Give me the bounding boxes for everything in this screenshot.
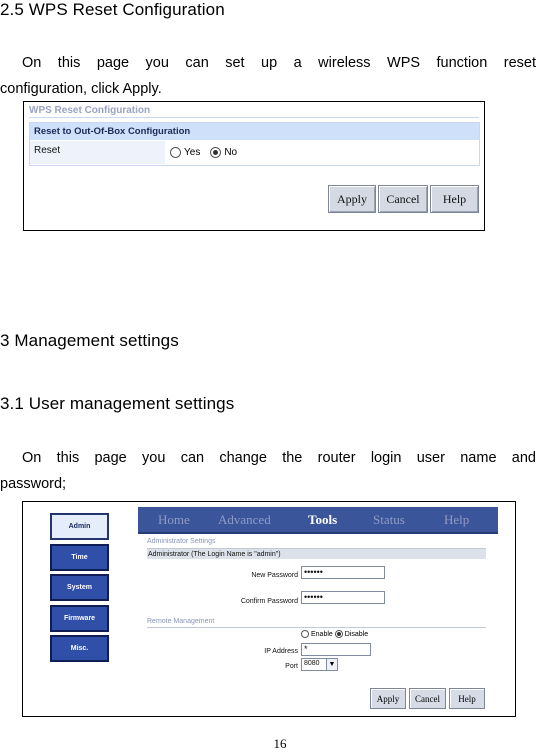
admin-settings-title: Administrator Settings	[147, 538, 216, 545]
admin-screenshot-frame	[22, 501, 516, 717]
wps-table	[29, 122, 480, 166]
admin-help-button[interactable]: Help	[449, 688, 485, 709]
remote-enable-radio[interactable]	[301, 630, 309, 638]
admin-bar: Administrator (The Login Name is "admin")	[147, 548, 486, 559]
remote-radio-group	[301, 630, 368, 638]
new-password-input[interactable]: ••••••	[301, 566, 385, 579]
ip-address-label: IP Address	[264, 648, 298, 655]
page-number: 16	[273, 736, 287, 751]
paragraph-3-1-line2: password;	[0, 476, 67, 492]
chevron-down-icon[interactable]: ▼	[326, 658, 338, 671]
nav-help[interactable]: Help	[444, 512, 470, 527]
paragraph-3-1-line1: On this page you can change the router login user name and	[22, 450, 536, 466]
sidebar-item-firmware[interactable]: Firmware	[50, 605, 109, 632]
heading-3: 3 Management settings	[0, 331, 179, 350]
reset-radio-group	[170, 141, 470, 164]
sidebar-item-time[interactable]: Time	[50, 544, 109, 571]
remote-disable-radio[interactable]	[335, 630, 343, 638]
remote-enable-label: Enable	[311, 630, 333, 638]
top-nav	[138, 507, 498, 534]
wps-panel-title: WPS Reset Configuration	[29, 105, 151, 116]
heading-3-1: 3.1 User management settings	[0, 394, 235, 413]
admin-apply-button[interactable]: Apply	[370, 688, 406, 709]
paragraph-2-5-line1: On this page you can set up a wireless WPS function reset	[22, 55, 536, 71]
port-label: Port	[285, 663, 298, 670]
reset-yes-label: Yes	[184, 147, 201, 158]
sidebar-item-misc[interactable]: Misc.	[50, 635, 109, 662]
wps-cancel-button[interactable]: Cancel	[378, 185, 428, 213]
remote-disable-label: Disable	[344, 630, 369, 638]
wps-apply-button[interactable]: Apply	[328, 185, 376, 213]
paragraph-2-5-line2: configuration, click Apply.	[0, 81, 162, 97]
reset-yes-radio[interactable]	[170, 147, 181, 158]
nav-advanced[interactable]: Advanced	[218, 512, 271, 527]
reset-no-radio[interactable]	[210, 147, 221, 158]
divider	[147, 627, 486, 628]
confirm-password-label: Confirm Password	[240, 598, 298, 605]
heading-2-5: 2.5 WPS Reset Configuration	[0, 0, 225, 19]
confirm-password-input[interactable]: ••••••	[301, 591, 385, 604]
remote-management-title: Remote Management	[147, 618, 215, 625]
ip-address-input[interactable]: *	[301, 643, 371, 656]
nav-tools[interactable]: Tools	[308, 512, 338, 527]
sidebar-item-admin[interactable]: Admin	[50, 513, 109, 540]
sidebar-item-system[interactable]: System	[50, 574, 109, 601]
admin-cancel-button[interactable]: Cancel	[409, 688, 446, 709]
reset-label: Reset	[30, 141, 165, 164]
wps-help-button[interactable]: Help	[430, 185, 479, 213]
nav-home[interactable]: Home	[158, 512, 190, 527]
nav-status[interactable]: Status	[373, 512, 405, 527]
wps-table-header: Reset to Out-Of-Box Configuration	[30, 123, 479, 140]
wps-screenshot-frame	[23, 101, 485, 231]
port-input[interactable]: 8080	[301, 658, 327, 671]
reset-no-label: No	[224, 147, 238, 158]
new-password-label: New Password	[251, 572, 298, 579]
divider	[29, 117, 479, 118]
